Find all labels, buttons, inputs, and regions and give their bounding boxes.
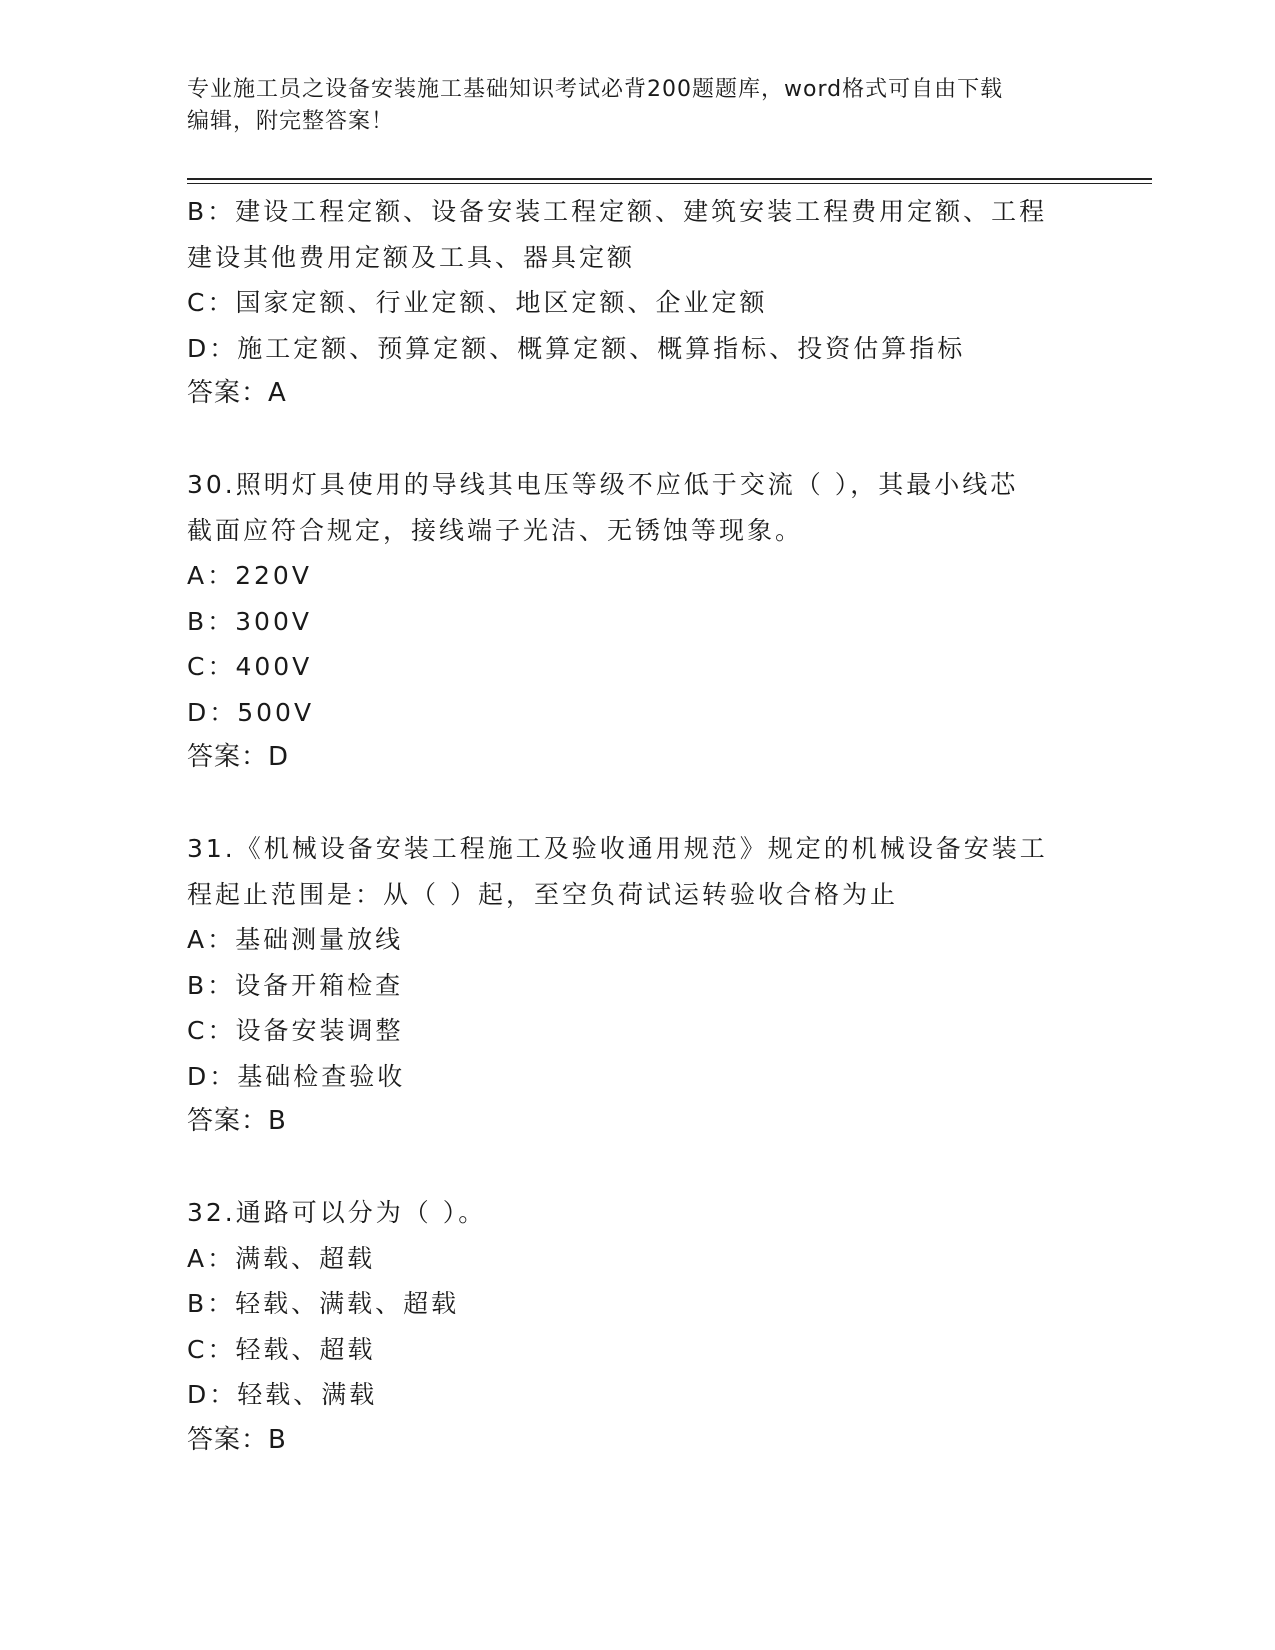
option-c: C：轻载、超载 <box>187 1334 376 1364</box>
spacer <box>187 417 1087 463</box>
question-block-30 <box>187 462 1087 781</box>
answer-line: 答案：D <box>187 742 290 772</box>
answer-line: 答案：B <box>187 1106 287 1136</box>
option-c: C：设备安装调整 <box>187 1016 404 1045</box>
header-title-line-2: 编辑，附完整答案！ <box>187 109 395 134</box>
document-header <box>187 74 1067 138</box>
option-b: B：300V <box>187 606 312 636</box>
option-b: B：轻载、满载、超载 <box>187 1289 460 1318</box>
answer-line: 答案：B <box>187 1424 287 1455</box>
question-stem-continued: 程起止范围是：从（ ）起，至空负荷试运转验收合格为止 <box>187 879 898 909</box>
question-stem: 32.通路可以分为（ ）。 <box>187 1198 487 1227</box>
spacer <box>187 781 1087 827</box>
header-divider-thick <box>187 178 1152 180</box>
option-a: A：220V <box>187 561 312 590</box>
question-block-31 <box>187 826 1087 1145</box>
question-stem: 31.《机械设备安装工程施工及验收通用规范》规定的机械设备安装工 <box>187 834 1048 863</box>
question-stem: 30.照明灯具使用的导线其电压等级不应低于交流（ ），其最小线芯 <box>187 470 1019 499</box>
option-a: A：基础测量放线 <box>187 925 404 954</box>
option-c: C：400V <box>187 652 313 681</box>
option-b-continued: 建设其他费用定额及工具、器具定额 <box>187 242 636 272</box>
answer-line: 答案：A <box>187 378 287 408</box>
spacer <box>187 1145 1087 1191</box>
question-block-32 <box>187 1190 1087 1463</box>
option-d: D：基础检查验收 <box>187 1061 406 1091</box>
option-b: B：建设工程定额、设备安装工程定额、建筑安装工程费用定额、工程 <box>187 197 1048 226</box>
header-title-line-1: 专业施工员之设备安装施工基础知识考试必背200题题库，word格式可自由下载 <box>187 77 1004 102</box>
question-stem-continued: 截面应符合规定，接线端子光洁、无锈蚀等现象。 <box>187 515 804 545</box>
option-a: A：满载、超载 <box>187 1243 376 1273</box>
option-d: D：施工定额、预算定额、概算定额、概算指标、投资估算指标 <box>187 333 966 363</box>
question-list <box>187 189 1087 1463</box>
option-d: D：500V <box>187 697 315 727</box>
option-b: B：设备开箱检查 <box>187 970 404 1000</box>
question-block-29 <box>187 189 1087 417</box>
header-divider-thin <box>187 183 1152 184</box>
option-d: D：轻载、满载 <box>187 1380 378 1409</box>
option-c: C：国家定额、行业定额、地区定额、企业定额 <box>187 288 768 317</box>
